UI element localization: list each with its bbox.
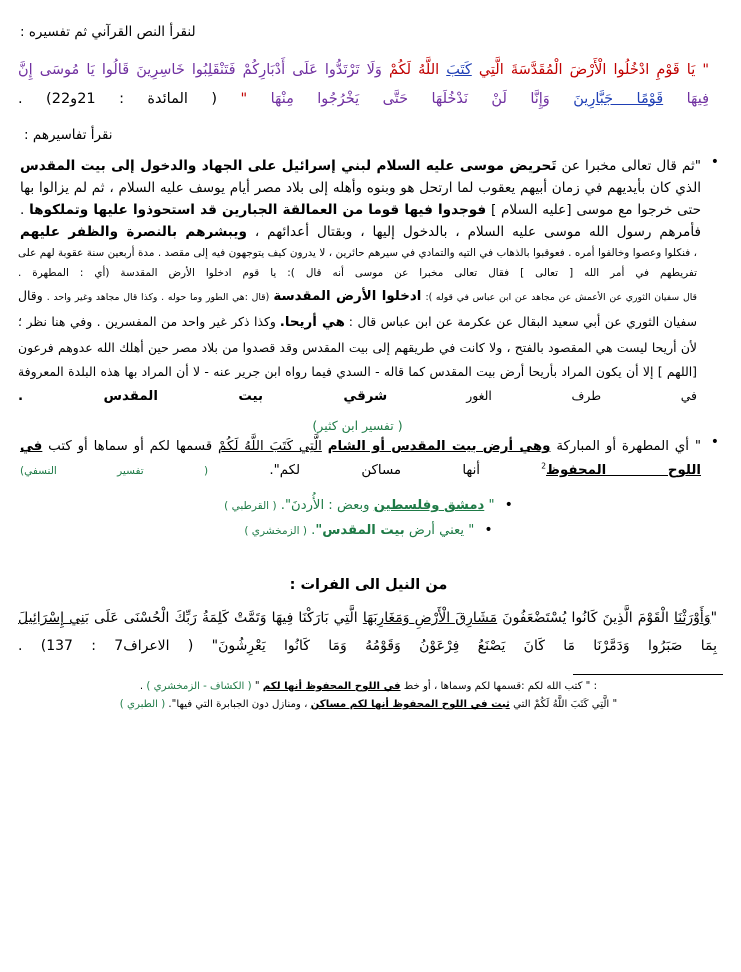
footnote-area xyxy=(14,679,723,714)
zam-quote-open: " xyxy=(468,522,475,538)
zam-plain-post: . xyxy=(311,522,316,538)
ik-small-2: قال سفيان الثوري عن الأعمش عن مجاهد عن ابن عباس في قوله ): xyxy=(425,291,697,303)
qurtubi-row xyxy=(14,494,723,518)
ik-small-2-bold: ادخلوا الأرض المقدسة xyxy=(273,288,422,304)
araf-seg-2: الَّتِي بَارَكْنَا فِيهَا وَتَمَّتْ كَلِمَةُ رَبِّكَ الْحُسْنَى عَلَى xyxy=(94,610,358,627)
verse-segment-qawman-jabbarin-underlined: قَوْمًا جَبَّارِينَ xyxy=(573,90,664,107)
tafsir-bullet-list xyxy=(14,155,723,433)
ik-plain-1: "ثم قال تعالى مخبرا عن xyxy=(561,158,701,175)
zamakhshari-source: ( الزمخشري ) xyxy=(244,524,307,537)
section-heading-text: من النيل الى الفرات : xyxy=(289,577,448,594)
nasafi-plain-2: قسمها لكم أو سماها أو كتب xyxy=(48,439,213,455)
qurtubi-quote-open: " xyxy=(488,498,495,514)
verse-segment-purple-2: وَإِنَّا لَنْ نَدْخُلَهَا حَتَّى يَخْرُجُوا مِنْهَا xyxy=(270,90,550,107)
ik-bold-3: ويبشرهم بالنصرة والظفر عليهم xyxy=(20,224,247,241)
intro-prompt-text: لنقرأ النص القرآني ثم تفسيره : xyxy=(20,24,196,40)
zamakhshari-text xyxy=(244,519,474,543)
fn2-text-2: التي xyxy=(513,699,531,711)
bullet-dot-icon: • xyxy=(504,497,513,514)
ik-bold-1: تَحريض موسى عليه السلام لبني إسرائيل على الجهاد والدخول إلى بيت المقدس xyxy=(20,158,557,175)
qurtubi-source: ( القرطبي ) xyxy=(224,500,277,513)
nasafi-source: ( تفسير النسفي) xyxy=(20,464,209,477)
ik-small-3: وقال سفيان الثوري عن أبي سعيد البقال عن عكرمة عن ابن عباس قال : xyxy=(18,287,697,329)
footnote-1 xyxy=(14,679,723,695)
verse-segment-red-1: يَا قَوْمِ ادْخُلُوا الْأَرْضَ الْمُقَدَّسَةَ الَّتِي xyxy=(478,62,696,79)
attribution-text: ( تفسير ابن كثير) xyxy=(312,418,403,434)
ik-plain-2: الذي كان بأيديهم في زمان أبيهم يعقوب لما ارتحل هو وبنوه وأهله إلى بلاد مصر أيام يوسف عليه السلام ، ثم لم يزالوا بها حتى خرجوا مع موسى [عليه السلام ] xyxy=(20,180,701,219)
ik-small-3-bold2: شرقي بيت المقدس . xyxy=(18,389,388,405)
fn1-marker: : xyxy=(593,680,598,692)
ibn-kathir-main-text xyxy=(14,155,701,243)
page-title-nile-euphrates xyxy=(14,577,723,593)
quran-verse-maidah xyxy=(14,56,723,113)
verse-segment-kataba-underlined: كَتَبَ xyxy=(446,62,472,79)
araf-seg-1: الْقَوْمَ الَّذِينَ كَانُوا يُسْتَضْعَفُونَ xyxy=(502,610,669,627)
ik-small-3-rest: وكذا ذكر غير واحد من المفسرين . وفي هنا نظر ؛ لأن أريحا ليست هي المقصود بالفتح ، ولا كانت في طريقهم إلى بيت المقدس وقد قصدوا من بلاد مصر حين أهلك الله عدوهم فرعون [اللهم ] إلا أن يكون المراد بأريحا أرض بيت المقدس كما قاله - السدي فيما رواه ابن جرير عنه - لا أن المراد بها هذه البلدة المعروفة في طرف الغور xyxy=(18,313,697,404)
quran-verse-araf xyxy=(14,605,723,660)
ik-bold-2: فوجدوا فيها قوما من العمالقة الجبارين قد استحوذوا عليها وتملكوها xyxy=(29,202,487,219)
qurtubi-text xyxy=(224,494,494,518)
list-item xyxy=(14,155,723,433)
fn1-bold-underline: في اللوح المحفوظ أنها لكم xyxy=(262,680,401,692)
nasafi-bullet-list xyxy=(14,435,723,482)
nasafi-footnote-marker: 2 xyxy=(541,461,547,471)
qurtubi-bold-underline: دمشق وفلسطين xyxy=(373,498,485,514)
verse-segment-red-2: اللَّهُ لَكُمْ xyxy=(388,62,440,79)
nasafi-bold-underline-1: وهي أرض بيت المقدس أو الشام xyxy=(327,439,551,455)
nasafi-plain-1: " أي المطهرة أو المباركة xyxy=(556,439,702,455)
nasafi-quran-inline: الَّتِي كَتَبَ اللَّهُ لَكُمْ xyxy=(218,439,322,455)
ik-small-1: ، فنكلوا وعصوا وخالفوا أمره . فعوقبوا بالذهاب في التيه والتمادي في سيرهم حائرين ، لا يدرون كيف يتوجهون فيه إلى مقصد . مدة أربعين سنة عقوبة لهم على تفريطهم في أمر الله [ تعالى ] فقال تعالى مخبرا عن موسى أنه قال ): يا قوم ادخلوا الأرض المقدسة (أي : المطهرة . xyxy=(18,247,697,280)
araf-seg-3: بِمَا صَبَرُوا وَدَمَّرْنَا مَا كَانَ يَصْنَعُ فِرْعَوْنُ وَقَوْمُهُ وَمَا كَانُوا يَعْرِشُونَ xyxy=(218,637,717,654)
araf-seg-u2: مَشَارِقَ الْأَرْضِ وَمَغَارِبَهَا xyxy=(362,610,498,627)
verse-citation-maidah: ( المائدة : 21و22) . xyxy=(18,90,218,107)
footnote-2 xyxy=(14,697,723,713)
ik-plain-3: . فأمرهم رسول الله موسى عليه السلام ، بالدخول إليها ، وبقتال أعدائهم ، xyxy=(20,202,701,241)
sub-prompt xyxy=(14,125,723,145)
verse-segment-purple-1: وَلَا تَرْتَدُّوا عَلَى أَدْبَارِكُمْ فَتَنْقَلِبُوا خَاسِرِينَ قَالُوا يَا مُوسَى إِنَّ فِيهَا xyxy=(18,62,710,107)
fn2-text-3: ، ومنازل دون الجبابرة التي فيها". xyxy=(168,699,308,711)
short-tafsir-bullets xyxy=(14,494,723,543)
ik-small-3-bold: هي أريحا. xyxy=(279,314,345,330)
araf-open-quote: " xyxy=(710,610,718,627)
footnote-divider xyxy=(573,674,723,675)
bullet-dot-icon: • xyxy=(484,521,493,538)
nasafi-text xyxy=(14,435,701,482)
araf-close-quote: " xyxy=(211,637,219,654)
zamakhshari-row xyxy=(14,519,723,543)
araf-seg-u1: وَأَوْرَثْنَا xyxy=(674,610,711,627)
ibn-kathir-attribution xyxy=(14,418,701,433)
nasafi-bold-underline-2: في اللوح المحفوظ xyxy=(20,439,701,478)
zam-bold: بيت المقدس" xyxy=(315,522,405,538)
fn1-text-3: " xyxy=(254,680,260,692)
fn1-tail: . xyxy=(139,680,144,692)
nasafi-plain-3: أنها مساكن لكم". xyxy=(269,462,481,478)
verse-close-quote: " xyxy=(240,90,248,107)
list-item xyxy=(14,494,723,518)
fn2-source: ( الطبري ) xyxy=(119,699,166,711)
fn1-source: ( الكشاف - الزمخشري ) xyxy=(146,680,252,692)
ik-small-2-paren: (قال :هي الطور وما حوله . وكذا قال مجاهد وغير واحد . xyxy=(46,291,270,303)
verse-citation-araf: ( الاعراف7 : 137) . xyxy=(18,637,194,654)
intro-prompt xyxy=(14,22,723,42)
fn1-text-2: :قسمها لكم وسماها ، أو خط xyxy=(403,680,525,692)
zam-plain-pre: يعني أرض xyxy=(408,522,465,538)
list-item xyxy=(14,435,723,482)
ibn-kathir-small-text-2 xyxy=(14,284,701,411)
araf-seg-u3: بَنِي إِسْرَائِيلَ xyxy=(18,610,89,627)
ibn-kathir-small-text-1 xyxy=(14,243,701,284)
qurtubi-plain: وبعض : الأُردنَ". xyxy=(280,498,370,514)
fn1-text-1: " كتب الله لكم xyxy=(527,680,591,692)
fn2-text-1: " الَّتِي كَتَبَ اللَّهُ لَكُمْ xyxy=(533,699,618,711)
list-item xyxy=(14,519,723,543)
verse-open-quote: " xyxy=(702,62,710,79)
sub-prompt-text: نقرأ تفاسيرهم : xyxy=(24,126,113,143)
fn2-bold-underline: ثبت في اللوح المحفوظ أنها لكم مساكن xyxy=(310,699,510,711)
